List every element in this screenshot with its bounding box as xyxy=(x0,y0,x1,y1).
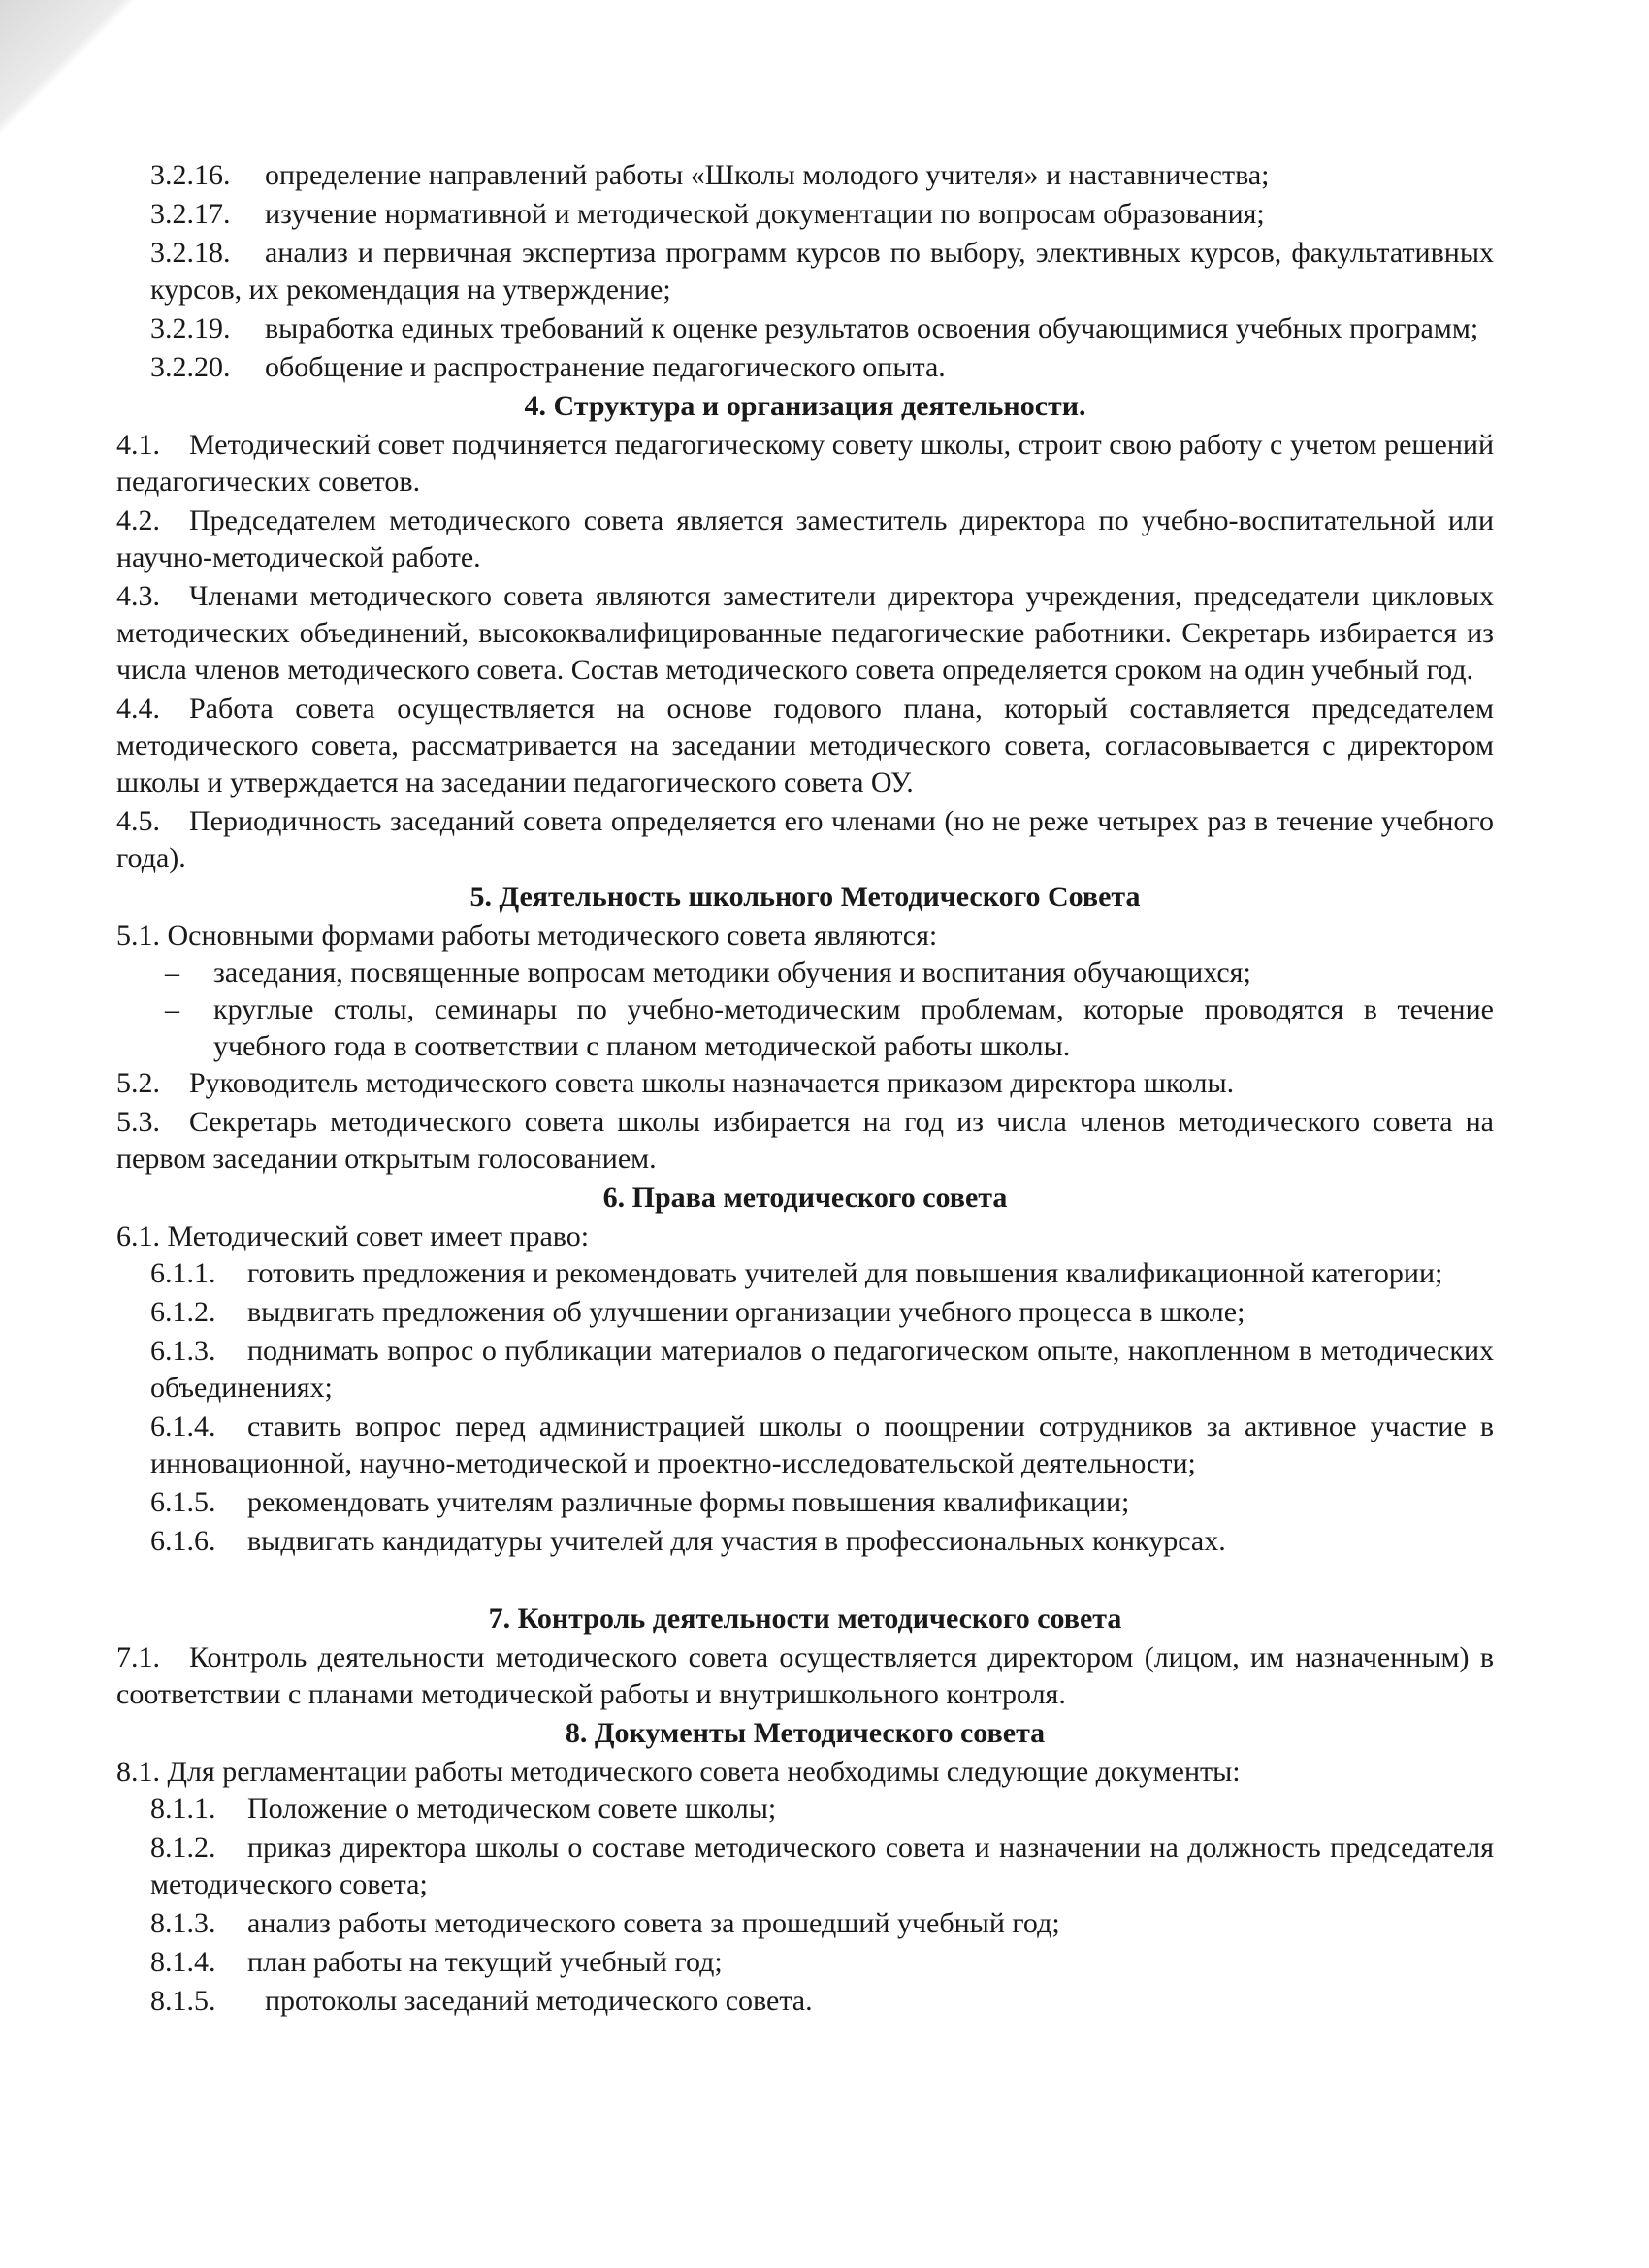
document-page xyxy=(116,157,1494,2022)
list-item-6-1-1 xyxy=(116,1255,1494,1292)
item-text: Периодичность заседаний совета определяется его членами (но не реже четырех раз в течение учебного года). xyxy=(116,805,1494,874)
item-text: обобщение и распространение педагогического опыта. xyxy=(265,351,946,383)
item-number: 6.1.4. xyxy=(150,1410,216,1442)
item-number: 4.1. xyxy=(116,429,160,461)
item-text: заседания, посвященные вопросам методики обучения и воспитания обучающихся; xyxy=(213,956,1251,988)
list-item-6-1-3 xyxy=(116,1333,1494,1407)
list-item-3-2-16 xyxy=(116,157,1494,194)
list-item-3-2-18 xyxy=(116,235,1494,308)
list-item-dash xyxy=(116,955,1494,991)
dash-bullet: – xyxy=(165,993,179,1025)
paragraph-4-5 xyxy=(116,803,1494,877)
item-text: план работы на текущий учебный год; xyxy=(247,1946,723,1978)
item-number: 4.2. xyxy=(116,504,160,536)
list-item-3-2-20 xyxy=(116,349,1494,386)
item-text: Контроль деятельности методического совета осуществляется директором (лицом, им назначенным) в соответствии с планами методической работы и внутришкольного контроля. xyxy=(116,1641,1494,1710)
item-number: 8.1.5. xyxy=(150,1985,216,2017)
paragraph-4-1 xyxy=(116,427,1494,501)
paragraph-7-1 xyxy=(116,1639,1494,1713)
list-item-6-1-5 xyxy=(116,1484,1494,1521)
item-number: 6.1.6. xyxy=(150,1525,216,1557)
item-text: выдвигать предложения об улучшении организации учебного процесса в школе; xyxy=(247,1296,1245,1328)
item-number: 4.3. xyxy=(116,580,160,612)
item-text: Работа совета осуществляется на основе годового плана, который составляется председателем методического совета, рассматривается на заседании методического совета, согласовывается с директором школы и утверждается на заседании педагогического совета ОУ. xyxy=(116,693,1494,798)
section-spacer xyxy=(116,1562,1494,1601)
section-heading-7: 7. Контроль деятельности методического совета xyxy=(488,1603,1122,1635)
item-number: 6.1.1. xyxy=(150,1257,216,1289)
item-text: выработка единых требований к оценке результатов освоения обучающимися учебных программ; xyxy=(265,312,1479,344)
list-item-dash xyxy=(116,991,1494,1065)
item-text: Методический совет подчиняется педагогическому совету школы, строит свою работу с учетом решений педагогических советов. xyxy=(116,429,1494,498)
item-text: круглые столы, семинары по учебно-методическим проблемам, которые проводятся в течение учебного года в соответствии с планом методической работы школы. xyxy=(213,993,1494,1062)
paragraph-5-2 xyxy=(116,1065,1494,1102)
item-number: 8.1.1. xyxy=(150,1793,216,1825)
item-text: Руководитель методического совета школы назначается приказом директора школы. xyxy=(189,1067,1235,1099)
paragraph-4-4 xyxy=(116,691,1494,801)
item-number: 3.2.19. xyxy=(150,312,231,344)
item-number: 8.1.4. xyxy=(150,1946,216,1978)
paragraph-4-2 xyxy=(116,502,1494,576)
item-text: ставить вопрос перед администрацией школы о поощрении сотрудников за активное участие в инновационной, научно-методической и проектно-исследовательской деятельности; xyxy=(150,1410,1494,1479)
item-text: поднимать вопрос о публикации материалов о педагогическом опыте, накопленном в методических объединениях; xyxy=(150,1335,1494,1404)
item-number: 7.1. xyxy=(116,1641,160,1673)
item-text: Положение о методическом совете школы; xyxy=(247,1793,777,1825)
item-text: Председателем методического совета является заместитель директора по учебно-воспитательной или научно-методической работе. xyxy=(116,504,1494,573)
list-item-8-1-1 xyxy=(116,1791,1494,1828)
item-text: протоколы заседаний методического совета. xyxy=(265,1985,813,2017)
item-text: анализ и первичная экспертиза программ курсов по выбору, элективных курсов, факультативных курсов, их рекомендация на утверждение; xyxy=(150,237,1494,306)
item-text: рекомендовать учителям различные формы повышения квалификации; xyxy=(247,1486,1130,1518)
item-number: 3.2.18. xyxy=(150,237,231,269)
item-number: 5.2. xyxy=(116,1067,160,1099)
item-text: изучение нормативной и методической документации по вопросам образования; xyxy=(265,198,1265,230)
list-item-3-2-19 xyxy=(116,310,1494,347)
item-number: 5.3. xyxy=(116,1106,160,1138)
item-number: 6.1.2. xyxy=(150,1296,216,1328)
section-heading-8: 8. Документы Методического совета xyxy=(565,1717,1046,1749)
paragraph-5-1: 5.1. Основными формами работы методического совета являются: xyxy=(116,920,938,952)
item-number: 6.1.5. xyxy=(150,1486,216,1518)
dash-bullet: – xyxy=(165,956,179,988)
item-number: 8.1.2. xyxy=(150,1831,216,1863)
paragraph-8-1: 8.1. Для регламентации работы методического совета необходимы следующие документы: xyxy=(116,1756,1241,1788)
paragraph-4-3 xyxy=(116,578,1494,689)
paragraph-5-3 xyxy=(116,1104,1494,1178)
list-item-6-1-2 xyxy=(116,1294,1494,1331)
item-text: Членами методического совета являются заместители директора учреждения, председатели цикловых методических объединений, высококвалифицированные педагогические работники. Секретарь избирается из числа членов методического совета. Состав методического совета определяется сроком на один учебный год. xyxy=(116,580,1494,686)
section-heading-6: 6. Права методического совета xyxy=(602,1182,1008,1214)
item-number: 3.2.16. xyxy=(150,159,231,191)
list-item-8-1-2 xyxy=(116,1830,1494,1903)
list-item-3-2-17 xyxy=(116,196,1494,233)
item-number: 3.2.20. xyxy=(150,351,231,383)
item-text: выдвигать кандидатуры учителей для участия в профессиональных конкурсах. xyxy=(247,1525,1226,1557)
list-item-6-1-6 xyxy=(116,1523,1494,1560)
page-corner-fold xyxy=(0,0,136,136)
list-item-8-1-3 xyxy=(116,1905,1494,1942)
section-heading-5: 5. Деятельность школьного Методического Совета xyxy=(469,881,1141,913)
item-number: 6.1.3. xyxy=(150,1335,216,1367)
item-text: приказ директора школы о составе методического совета и назначении на должность председателя методического совета; xyxy=(150,1831,1494,1900)
paragraph-6-1: 6.1. Методический совет имеет право: xyxy=(116,1220,590,1252)
list-item-8-1-4 xyxy=(116,1944,1494,1981)
item-number: 4.5. xyxy=(116,805,160,837)
item-text: Секретарь методического совета школы избирается на год из числа членов методического совета на первом заседании открытым голосованием. xyxy=(116,1106,1494,1175)
item-text: определение направлений работы «Школы молодого учителя» и наставничества; xyxy=(265,159,1270,191)
section-heading-4: 4. Структура и организация деятельности. xyxy=(524,390,1086,422)
item-number: 4.4. xyxy=(116,693,160,725)
item-text: готовить предложения и рекомендовать учителей для повышения квалификационной категории; xyxy=(247,1257,1443,1289)
item-number: 3.2.17. xyxy=(150,198,231,230)
item-number: 8.1.3. xyxy=(150,1907,216,1939)
list-item-6-1-4 xyxy=(116,1409,1494,1482)
item-text: анализ работы методического совета за прошедший учебный год; xyxy=(247,1907,1060,1939)
list-item-8-1-5 xyxy=(116,1983,1494,2020)
